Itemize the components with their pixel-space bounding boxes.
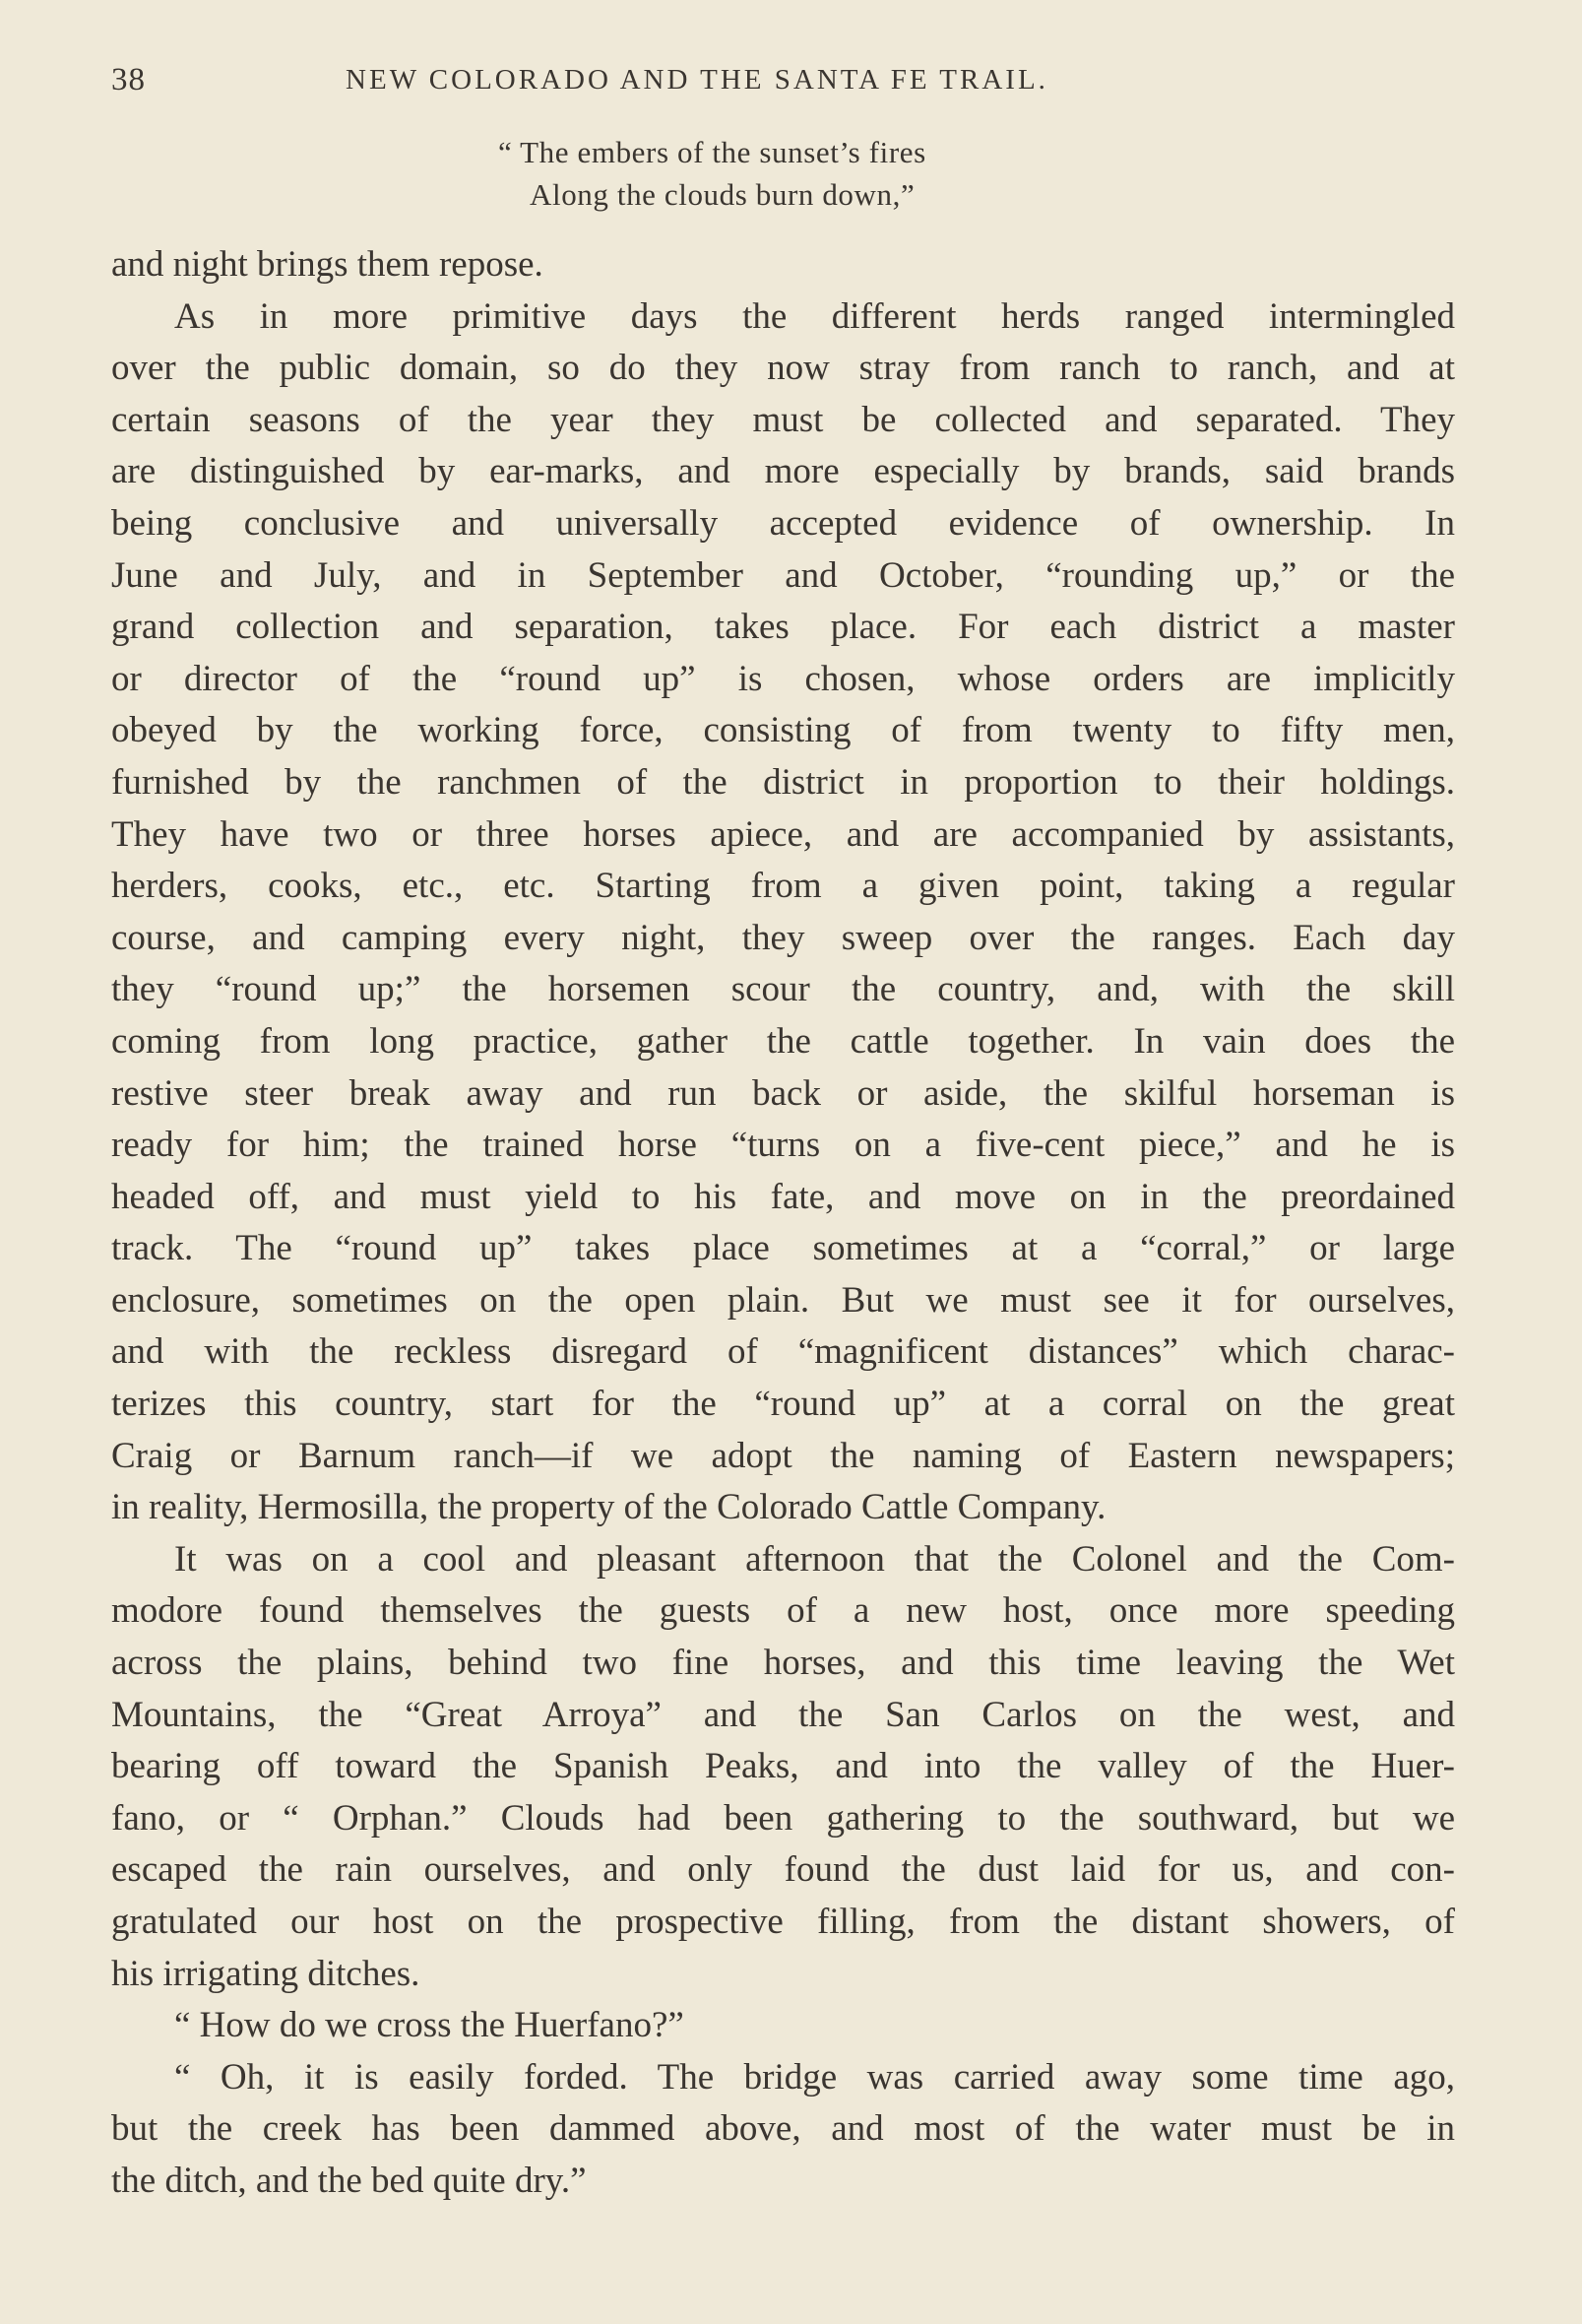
text-line: June and July, and in September and October, “rounding up,” or the (111, 554, 1455, 596)
page-number: 38 (111, 62, 146, 97)
text-line: restive steer break away and run back or aside, the skilful horseman is (111, 1072, 1455, 1114)
text-line: bearing off toward the Spanish Peaks, and into the valley of the Huer- (111, 1746, 1455, 1787)
text-line: They have two or three horses apiece, and are accompanied by assistants, (111, 813, 1455, 855)
text-line: the ditch, and the bed quite dry.” (111, 2160, 587, 2201)
text-line: across the plains, behind two fine horses, and this time leaving the Wet (111, 1643, 1455, 1684)
text-line: It was on a cool and pleasant afternoon that the Colonel and the Com- (174, 1538, 1455, 1580)
verse-line: “ The embers of the sunset’s fires (498, 135, 926, 169)
text-line: or director of the “round up” is chosen, whose orders are implicitly (111, 658, 1455, 699)
text-line: his irrigating ditches. (111, 1953, 420, 1994)
running-head: NEW COLORADO AND THE SANTA FE TRAIL. (346, 64, 1048, 96)
text-line: are distinguished by ear-marks, and more especially by brands, said brands (111, 451, 1455, 492)
text-line: terizes this country, start for the “round up” at a corral on the great (111, 1384, 1455, 1425)
text-line: they “round up;” the horsemen scour the country, and, with the skill (111, 969, 1455, 1010)
text-line: herders, cooks, etc., etc. Starting from a given point, taking a regular (111, 866, 1455, 907)
text-line: escaped the rain ourselves, and only found the dust laid for us, and con- (111, 1849, 1455, 1891)
text-line: fano, or “ Orphan.” Clouds had been gathering to the southward, but we (111, 1797, 1455, 1839)
text-line: and with the reckless disregard of “magnificent distances” which charac- (111, 1331, 1455, 1373)
text-line: obeyed by the working force, consisting of from twenty to fifty men, (111, 710, 1455, 751)
text-line: in reality, Hermosilla, the property of the Colorado Cattle Company. (111, 1487, 1107, 1528)
text-line: furnished by the ranchmen of the district in proportion to their holdings. (111, 761, 1455, 803)
text-line: Mountains, the “Great Arroya” and the San Carlos on the west, and (111, 1694, 1455, 1735)
page-header (111, 55, 1209, 104)
text-line: ready for him; the trained horse “turns on a five-cent piece,” and he is (111, 1125, 1455, 1166)
text-line: course, and camping every night, they sweep over the ranges. Each day (111, 917, 1455, 958)
text-line: enclosure, sometimes on the open plain. But we must see it for ourselves, (111, 1279, 1455, 1321)
text-line: and night brings them repose. (111, 244, 543, 285)
verse-line: Along the clouds burn down,” (530, 177, 916, 212)
text-line: As in more primitive days the different herds ranged intermingled (174, 295, 1455, 337)
verse-epigraph (498, 131, 1049, 216)
body-text (111, 239, 1455, 2208)
text-line: “ How do we cross the Huerfano?” (174, 2005, 684, 2046)
text-line: headed off, and must yield to his fate, and move on in the preordained (111, 1176, 1455, 1217)
text-line: grand collection and separation, takes place. For each district a master (111, 607, 1455, 648)
text-line: Craig or Barnum ranch—if we adopt the naming of Eastern newspapers; (111, 1435, 1455, 1476)
text-line: track. The “round up” takes place sometimes at a “corral,” or large (111, 1228, 1455, 1269)
text-line: gratulated our host on the prospective filling, from the distant showers, of (111, 1902, 1455, 1942)
text-line: but the creek has been dammed above, and most of the water must be in (111, 2108, 1455, 2150)
text-line: being conclusive and universally accepted evidence of ownership. In (111, 502, 1455, 544)
text-line: over the public domain, so do they now stray from ranch to ranch, and at (111, 348, 1455, 389)
text-line: coming from long practice, gather the cattle together. In vain does the (111, 1020, 1455, 1062)
text-line: “ Oh, it is easily forded. The bridge was carried away some time ago, (174, 2056, 1455, 2098)
text-line: modore found themselves the guests of a new host, once more speeding (111, 1590, 1455, 1632)
text-line: certain seasons of the year they must be collected and separated. They (111, 399, 1455, 440)
